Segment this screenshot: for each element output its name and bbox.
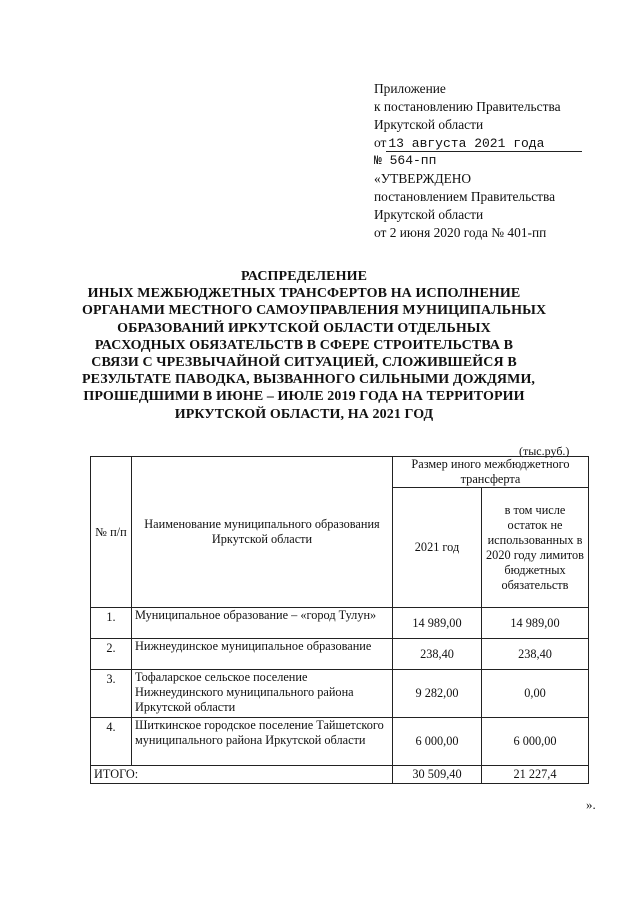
row-value-remainder: 6 000,00 <box>482 718 589 766</box>
total-value-remainder: 21 227,4 <box>482 766 589 784</box>
appendix-resolution-ref: к постановлению Правительства <box>374 99 561 114</box>
header-remainder: в том числе остаток не использованных в 2020 году лимитов бюджетных обязательств <box>482 488 589 608</box>
title-line: СВЯЗИ С ЧРЕЗВЫЧАЙНОЙ СИТУАЦИЕЙ, СЛОЖИВШЕЙСЯ В <box>91 355 517 371</box>
row-name: Муниципальное образование – «город Тулун» <box>132 608 393 639</box>
table-row <box>91 670 589 718</box>
closing-quote-mark: ». <box>586 797 596 812</box>
document-title <box>82 268 547 423</box>
row-value-2021: 9 282,00 <box>393 670 482 718</box>
title-line: ОРГАНАМИ МЕСТНОГО САМОУПРАВЛЕНИЯ МУНИЦИПАЛЬНЫХ <box>82 303 547 319</box>
total-label: ИТОГО: <box>91 766 393 784</box>
header-transfer-group: Размер иного межбюджетного трансферта <box>393 457 589 488</box>
row-name: Тофаларское сельское поселение Нижнеудинского муниципального района Иркутской области <box>132 670 393 718</box>
header-year: 2021 год <box>393 488 482 608</box>
appendix-date-value: 13 августа 2021 года <box>386 136 582 152</box>
row-num: 1. <box>91 608 132 639</box>
units-label: (тыс.руб.) <box>519 444 570 458</box>
approved-date: от 2 июня 2020 года № 401-пп <box>374 225 547 240</box>
appendix-date-prefix: от <box>374 135 387 150</box>
row-value-2021: 6 000,00 <box>393 718 482 766</box>
table-row <box>91 639 589 670</box>
title-line: ПРОШЕДШИМИ В ИЮНЕ – ИЮЛЕ 2019 ГОДА НА ТЕРРИТОРИИ <box>83 389 525 405</box>
title-line: РАСХОДНЫХ ОБЯЗАТЕЛЬСТВ В СФЕРЕ СТРОИТЕЛЬСТВА В <box>94 337 514 353</box>
row-num: 3. <box>91 670 132 718</box>
title-line: ОБРАЗОВАНИЙ ИРКУТСКОЙ ОБЛАСТИ ОТДЕЛЬНЫХ <box>117 320 491 336</box>
appendix-region: Иркутской области <box>374 117 484 132</box>
row-name: Нижнеудинское муниципальное образование <box>132 639 393 670</box>
header-name: Наименование муниципального образования Иркутской области <box>132 457 393 608</box>
approved-resolution: постановлением Правительства <box>374 189 556 204</box>
table-row <box>91 718 589 766</box>
title-line: ИРКУТСКОЙ ОБЛАСТИ, НА 2021 ГОД <box>174 406 434 422</box>
approved-label: «УТВЕРЖДЕНО <box>374 171 472 186</box>
table-row <box>91 608 589 639</box>
row-value-remainder: 0,00 <box>482 670 589 718</box>
row-num: 4. <box>91 718 132 766</box>
transfers-table <box>90 456 589 784</box>
row-value-remainder: 14 989,00 <box>482 608 589 639</box>
approved-region: Иркутской области <box>374 207 484 222</box>
table-header-row <box>91 457 589 488</box>
appendix-date-line <box>374 134 614 152</box>
title-line: РАСПРЕДЕЛЕНИЕ <box>240 269 368 284</box>
title-line: ИНЫХ МЕЖБЮДЖЕТНЫХ ТРАНСФЕРТОВ НА ИСПОЛНЕНИЕ <box>87 286 521 302</box>
row-value-2021: 238,40 <box>393 639 482 670</box>
table-total-row <box>91 766 589 784</box>
total-value-2021: 30 509,40 <box>393 766 482 784</box>
row-value-2021: 14 989,00 <box>393 608 482 639</box>
title-line: РЕЗУЛЬТАТЕ ПАВОДКА, ВЫЗВАННОГО СИЛЬНЫМИ ДОЖДЯМИ, <box>82 372 536 388</box>
appendix-title: Приложение <box>374 81 446 96</box>
row-num: 2. <box>91 639 132 670</box>
row-value-remainder: 238,40 <box>482 639 589 670</box>
appendix-number: № 564-пп <box>374 153 437 168</box>
header-num: № п/п <box>91 457 132 608</box>
row-name: Шиткинское городское поселение Тайшетского муниципального района Иркутской области <box>132 718 393 766</box>
appendix-block <box>374 80 614 242</box>
